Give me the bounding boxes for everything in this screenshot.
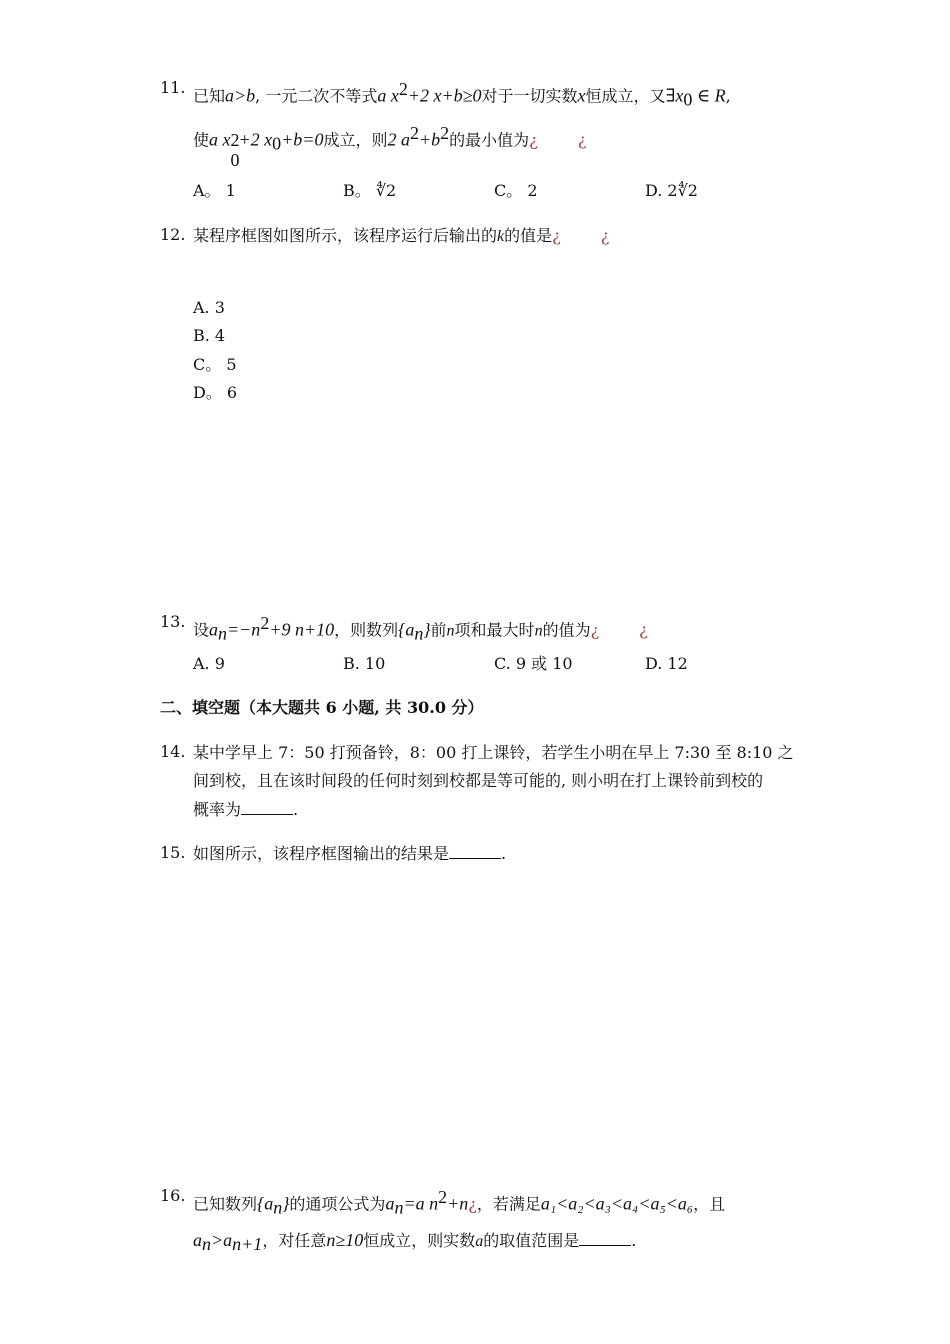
option-c[interactable]: C。 2 (494, 181, 538, 200)
question-14-line-1: 某中学早上 7：50 打预备铃，8：00 打上课铃，若学生小明在早上 7:30 至 8:10 之 (193, 743, 794, 762)
question-12-line: 某程序框图如图所示，该程序运行后输出的k的值是¿ ¿ (193, 226, 610, 245)
question-11-line-2: 使a x 2 0 +2 $x_0+b=0$成立，则2 $a^2+b^2$的最小值为¿ ¿ (193, 123, 587, 171)
question-14-line-3: 概率为 . (193, 800, 299, 819)
question-16-line-1: 已知数列$\{a_n\}$的通项公式为$a_n=a$ $n^2+n¿$，若满足a₁<a₂<a₃<a₄<a₅<a₆，且 (193, 1187, 726, 1218)
question-15-line: 如图所示，该程序框图输出的结果是 . (193, 844, 507, 863)
question-13-line: 设$a_n=-n^2+9$ n+10，则数列$\{a_n\}$前n项和最大时n的值为¿ ¿ (193, 613, 648, 644)
question-number: 13. (160, 612, 186, 631)
question-number: 15. (160, 843, 186, 862)
question-number: 14. (160, 742, 186, 761)
option-a[interactable]: A. 3 (193, 298, 225, 317)
question-number: 12. (160, 225, 186, 244)
option-b[interactable]: B。 ∜2 (343, 181, 397, 200)
answer-blank[interactable] (449, 844, 501, 859)
question-16-line-2: $a_n>a_{n+1}$，对任意n≥10恒成立，则实数a的取值范围是 . (193, 1230, 637, 1255)
option-a[interactable]: A. 9 (193, 654, 225, 673)
option-d[interactable]: D。 6 (193, 383, 238, 402)
option-a[interactable]: A。 1 (193, 181, 236, 200)
question-number: 11. (160, 78, 186, 97)
option-b[interactable]: B. 4 (193, 326, 226, 345)
option-d[interactable]: D. 2∜2 (645, 181, 698, 200)
question-14-line-2: 间到校，且在该时间段的任何时刻到校都是等可能的, 则小明在打上课铃前到校的 (193, 771, 764, 790)
answer-blank[interactable] (241, 800, 293, 815)
option-d[interactable]: D. 12 (645, 654, 688, 673)
option-c[interactable]: C。 5 (193, 355, 237, 374)
question-number: 16. (160, 1186, 186, 1205)
option-b[interactable]: B. 10 (343, 654, 386, 673)
option-c[interactable]: C. 9 或 10 (494, 654, 573, 673)
question-11-line-1: 已知a>b, 一元二次不等式a $x^2+2$ x+b≥0对于一切实数x恒成立，又$\exists x_0$ ∈ R, (193, 79, 731, 110)
answer-blank[interactable] (579, 1231, 631, 1246)
section-2-title: 二、填空题（本大题共 6 小题, 共 30.0 分） (160, 698, 484, 717)
